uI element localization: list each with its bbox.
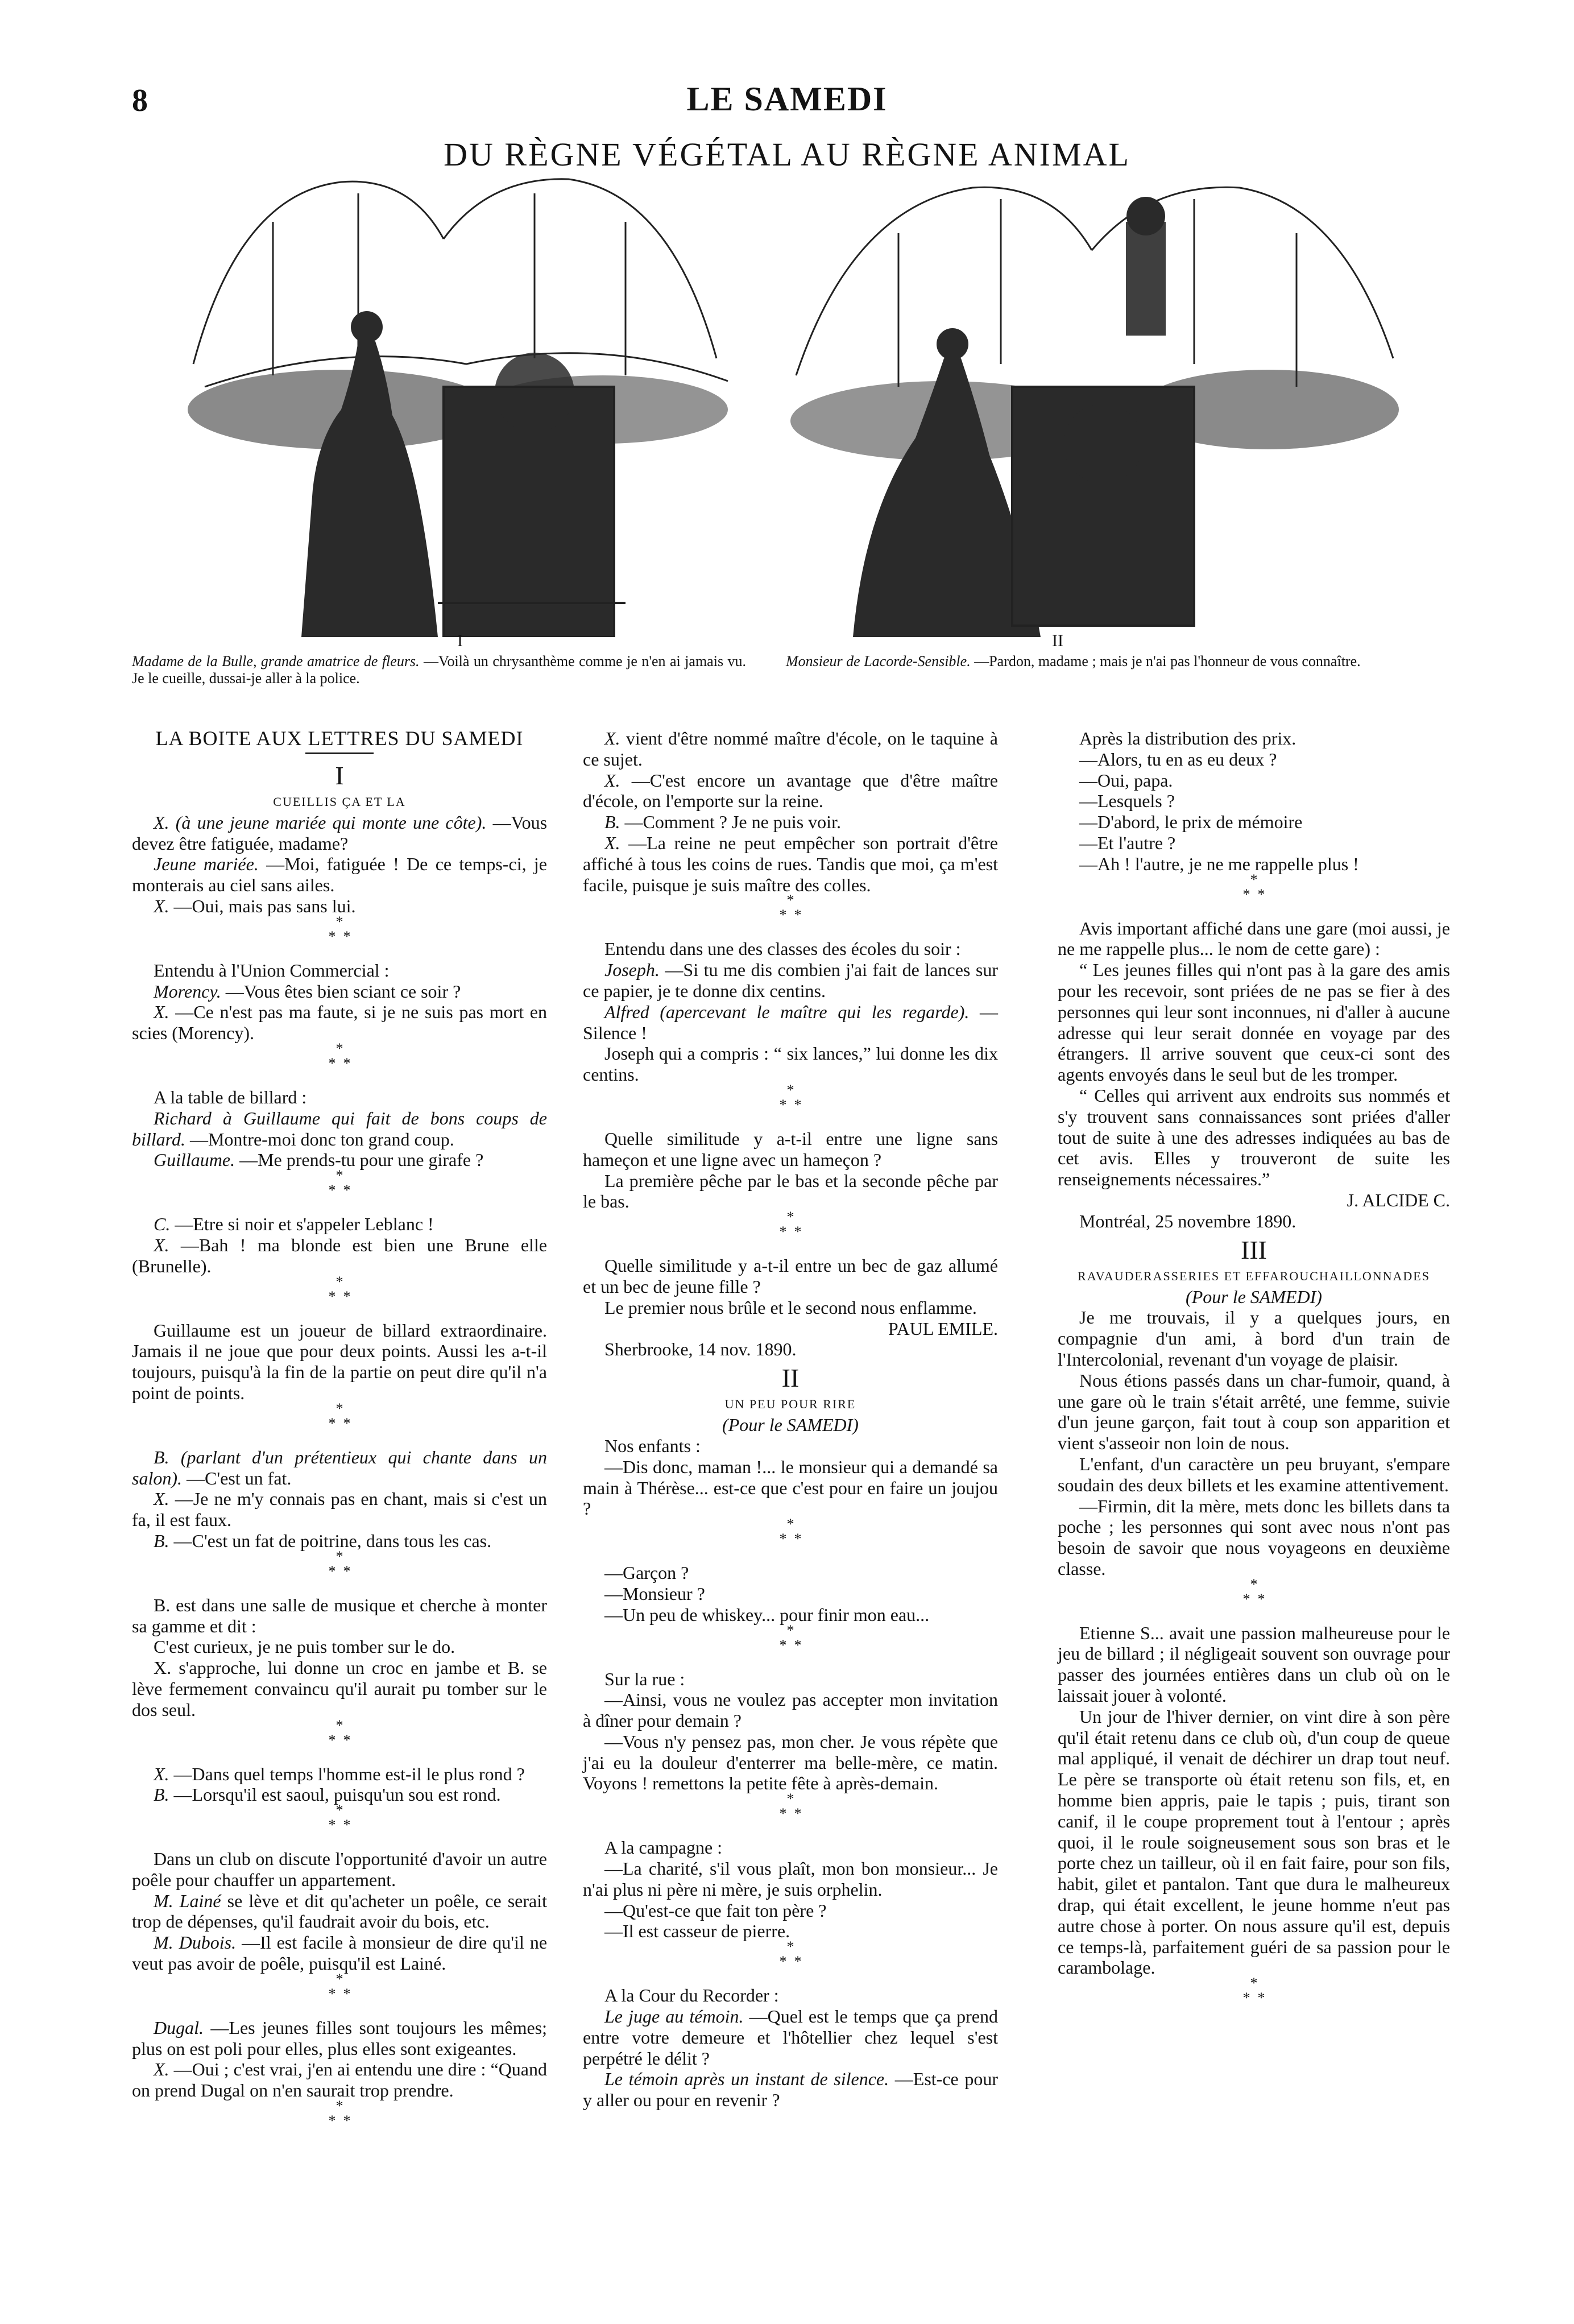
paragraph bbox=[132, 1002, 547, 1044]
paragraph-text: Dans un club on discute l'opportunité d'avoir un autre poêle pour chauffer un appartement. bbox=[132, 1849, 547, 1890]
paragraph-text: Avis important affiché dans une gare (moi aussi, je ne me rappelle plus... le nom de cette gare) : bbox=[1058, 917, 1450, 960]
paragraph-text: —Dis donc, maman !... le monsieur qui a demandé sa main à Thérèse... est-ce que c'est pour en faire un joujou ? bbox=[583, 1456, 998, 1519]
paragraph bbox=[1058, 812, 1450, 833]
subsection-title bbox=[583, 1394, 998, 1415]
illustration-2-numeral: II bbox=[1052, 631, 1063, 650]
paragraph-text: A la Cour du Recorder : bbox=[604, 1985, 779, 2006]
speaker-label: X. bbox=[154, 1488, 169, 1510]
paragraph-text: I bbox=[335, 760, 344, 790]
paragraph bbox=[583, 728, 998, 770]
illustration-1-speaker: Madame de la Bulle, grande amatrice de fleurs. bbox=[132, 653, 420, 669]
speaker-label: B. bbox=[154, 1784, 169, 1805]
asterism-separator: * * * bbox=[1242, 1575, 1265, 1607]
asterism-separator: * * * bbox=[779, 1209, 802, 1240]
paragraph-text: —Moi, fatiguée ! De ce temps-ci, je monterais au ciel sans ailes. bbox=[132, 854, 548, 896]
speaker-label: X. bbox=[604, 728, 620, 749]
asterism-separator: * * * bbox=[328, 1548, 351, 1579]
asterism-separator: * * * bbox=[328, 1970, 351, 2002]
paragraph bbox=[132, 1595, 547, 1637]
paragraph bbox=[583, 1837, 998, 1858]
paragraph-text: Entendu dans une des classes des écoles du soir : bbox=[604, 938, 961, 960]
column-3 bbox=[1058, 728, 1450, 2021]
paragraph-text: —Me prends-tu pour une girafe ? bbox=[239, 1149, 484, 1171]
speaker-label: Le juge au témoin. bbox=[604, 2006, 744, 2027]
speaker-label: X. bbox=[154, 1763, 169, 1784]
paragraph-text: —Alors, tu en as eu deux ? bbox=[1079, 749, 1277, 770]
paragraph-text: Nos enfants : bbox=[604, 1435, 701, 1456]
paragraph bbox=[583, 1900, 998, 1921]
paragraph-text: se lève et dit qu'acheter un poêle, ce serait trop de dépenses, qu'il faudrait avoir du bois, etc. bbox=[132, 1890, 548, 1932]
paragraph bbox=[583, 1297, 998, 1318]
paragraph-text: Joseph qui a compris : “ six lances,” lui donne les dix centins. bbox=[583, 1043, 998, 1085]
paragraph bbox=[583, 1043, 998, 1085]
asterism-separator: * * * bbox=[779, 1516, 802, 1548]
paragraph-text: —C'est un fat. bbox=[187, 1467, 292, 1488]
section-numeral bbox=[583, 1362, 998, 1394]
paragraph-text: Etienne S... avait une passion malheureuse pour le jeu de billard ; il négligeait souvent son ouvrage pour passer des journées entières dans un club où on le laissait jouer à volonté. bbox=[1058, 1622, 1450, 1706]
speaker-label: X. bbox=[154, 2059, 169, 2080]
asterism-separator: * * * bbox=[328, 1040, 351, 1072]
masthead: LE SAMEDI bbox=[686, 80, 888, 118]
paragraph bbox=[132, 1488, 547, 1531]
paragraph bbox=[583, 2069, 998, 2111]
asterism-separator: * * * bbox=[328, 1167, 351, 1199]
paragraph-text: —Les jeunes filles sont toujours les mêmes; plus on est poli pour elles, plus elles sont exigeantes. bbox=[132, 2017, 548, 2059]
asterism-separator: * * * bbox=[779, 892, 802, 924]
illustration-2-caption bbox=[786, 653, 1445, 670]
speaker-label: (Pour le SAMEDI) bbox=[1186, 1286, 1322, 1307]
paragraph-text: —La charité, s'il vous plaît, mon bon monsieur... Je n'ai plus ni père ni mère, je suis orphelin. bbox=[583, 1858, 998, 1900]
paragraph-text: —D'abord, le prix de mémoire bbox=[1079, 812, 1303, 833]
paragraph bbox=[1058, 1496, 1450, 1579]
paragraph-text: —Et l'autre ? bbox=[1079, 832, 1176, 853]
speaker-label: X. bbox=[604, 832, 620, 853]
speaker-label: X. bbox=[154, 1234, 169, 1255]
illustration-2-speaker: Monsieur de Lacorde-Sensible. bbox=[786, 653, 971, 669]
paragraph bbox=[1058, 1211, 1450, 1232]
speaker-label: Le témoin après un instant de silence. bbox=[604, 2069, 889, 2090]
paragraph bbox=[132, 854, 547, 896]
speaker-label: Richard à Guillaume qui fait de bons coups de billard. bbox=[132, 1107, 547, 1149]
paragraph bbox=[583, 1583, 998, 1605]
paragraph bbox=[1058, 918, 1450, 960]
paragraph bbox=[1058, 791, 1450, 812]
paragraph-text: —Oui ; c'est vrai, j'en ai entendu une dire : “Quand on prend Dugal on n'en saurait trop prendre. bbox=[132, 2059, 547, 2101]
illustration-1-caption bbox=[132, 653, 746, 687]
paragraph-text: Montréal, 25 novembre 1890. bbox=[1079, 1210, 1297, 1231]
column-1 bbox=[132, 728, 547, 2144]
paragraph-text: —Monsieur ? bbox=[604, 1583, 705, 1604]
paragraph bbox=[1058, 749, 1450, 770]
paragraph-text: Après la distribution des prix. bbox=[1079, 728, 1297, 749]
paragraph-text: L'enfant, d'un caractère un peu bruyant, s'empare soudain des deux billets et les examine attentivement. bbox=[1058, 1453, 1450, 1495]
paragraph bbox=[1058, 1454, 1450, 1496]
paragraph-text: —C'est un fat de poitrine, dans tous les cas. bbox=[173, 1530, 492, 1551]
paragraph bbox=[583, 833, 998, 895]
paragraph bbox=[583, 2006, 998, 2069]
illustration-1-text: —Voilà un chrysanthème comme je n'en ai jamais vu. Je le cueille, dussai-je aller à la police. bbox=[132, 653, 747, 687]
paragraph-text: B. est dans une salle de musique et cherche à monter sa gamme et dit : bbox=[132, 1594, 547, 1636]
paragraph-text: Un jour de l'hiver dernier, on vint dire à son père qu'il était retenu dans ce club où, d'un coup de queue mal appliqué, il venait de déchirer un drap tout neuf. Le père se transporte où était retenu son fils, et, en homme bien appris, paie le tapis ; puis, tirant son canif, il le coupe proprement tout à l'entour ; après quoi, il le roule soigneusement sous son bras et le porte chez un tailleur, où il en fait faire, pour son fils, habit, gilet et pantalon. Tant que dura le malheureux drap, qui était excellent, le jeune homme n'eut pas autre chose à porter. On nous assure qu'il est, depuis ce temps-là, parfaitement guéri de sa passion pour le carambolage. bbox=[1058, 1706, 1450, 1978]
illustration-1 bbox=[171, 171, 745, 637]
paragraph-text: Quelle similitude y a-t-il entre une ligne sans hameçon et une ligne avec un hameçon ? bbox=[583, 1128, 998, 1170]
paragraph bbox=[583, 1858, 998, 1900]
paragraph bbox=[1058, 1370, 1450, 1454]
asterism-separator: * * * bbox=[328, 1273, 351, 1305]
paragraph-text: —Je ne m'y connais pas en chant, mais si c'est un fa, il est faux. bbox=[132, 1488, 548, 1531]
paragraph-text: UN PEU POUR RIRE bbox=[724, 1397, 856, 1412]
paragraph-text: —Un peu de whiskey... pour finir mon eau... bbox=[604, 1604, 930, 1625]
illustration-2-text: —Pardon, madame ; mais je n'ai pas l'honneur de vous connaître. bbox=[974, 653, 1361, 669]
asterism-separator: * * * bbox=[779, 1790, 802, 1822]
speaker-label: X. bbox=[154, 1002, 169, 1023]
paragraph bbox=[132, 2017, 547, 2060]
column-2 bbox=[583, 728, 998, 2111]
speaker-label: X. bbox=[154, 895, 169, 916]
paragraph bbox=[583, 1255, 998, 1297]
paragraph-text: —Oui, papa. bbox=[1079, 770, 1173, 791]
paragraph bbox=[1058, 960, 1450, 1085]
paragraph bbox=[132, 1087, 547, 1108]
paragraph bbox=[583, 1457, 998, 1519]
paragraph bbox=[583, 1171, 998, 1213]
paragraph bbox=[132, 960, 547, 981]
section-numeral bbox=[132, 760, 547, 792]
paragraph-text: —Bah ! ma blonde est bien une Brune elle (Brunelle). bbox=[132, 1234, 548, 1276]
paragraph bbox=[132, 981, 547, 1002]
paragraph-text: —Lesquels ? bbox=[1079, 791, 1175, 812]
paragraph-text: —Vous êtes bien sciant ce soir ? bbox=[225, 981, 461, 1002]
paragraph bbox=[132, 1657, 547, 1720]
page-number: 8 bbox=[132, 83, 148, 118]
asterism-separator: * * * bbox=[328, 1717, 351, 1748]
paragraph-text: —Quel est le temps que ça prend entre votre demeure et l'hôtellier chez lequel s'est perpétré le délit ? bbox=[583, 2006, 999, 2069]
paragraph bbox=[132, 812, 547, 854]
paragraph-text: —Etre si noir et s'appeler Leblanc ! bbox=[175, 1214, 434, 1235]
asterism-separator: * * * bbox=[779, 1938, 802, 1970]
paragraph-text: J. ALCIDE C. bbox=[1347, 1189, 1450, 1210]
speaker-label: Jeune mariée. bbox=[154, 854, 259, 875]
paragraph-text: —Vous devez être fatiguée, madame? bbox=[132, 812, 548, 854]
paragraph-text: III bbox=[1241, 1235, 1267, 1264]
paragraph-text: Nous étions passés dans un char-fumoir, quand, à une gare où le train s'était arrêté, une femme, suivie d'un jeune garçon, fait tout à coup son apparition et vient s'asseoir non loin de nous. bbox=[1058, 1370, 1450, 1454]
paragraph-text: C'est curieux, je ne puis tomber sur le do. bbox=[154, 1636, 455, 1657]
asterism-separator: * * * bbox=[779, 1081, 802, 1113]
paragraph bbox=[583, 1339, 998, 1360]
speaker-label: Guillaume. bbox=[154, 1149, 235, 1171]
paragraph bbox=[1058, 1085, 1450, 1190]
paragraph bbox=[1058, 770, 1450, 791]
speaker-label: B. bbox=[604, 812, 620, 833]
signature bbox=[583, 1318, 998, 1339]
paragraph bbox=[583, 1562, 998, 1583]
asterism-separator: * * * bbox=[328, 1802, 351, 1834]
section-numeral bbox=[1058, 1234, 1450, 1266]
paragraph bbox=[1058, 1623, 1450, 1706]
paragraph-text: —Ce n'est pas ma faute, si je ne suis pas mort en scies (Morency). bbox=[132, 1002, 548, 1044]
paragraph-text: Guillaume est un joueur de billard extraordinaire. Jamais il ne joue que pour deux points. Aussi les a-t-il toujours, puisqu'à la fin de la partie on peut dire qu'il n'a point de points. bbox=[132, 1320, 547, 1403]
paragraph-text: —Silence ! bbox=[583, 1001, 999, 1043]
paragraph-text: Entendu à l'Union Commercial : bbox=[154, 960, 390, 981]
asterism-separator: * * * bbox=[1242, 871, 1265, 903]
paragraph-text: PAUL EMILE. bbox=[888, 1318, 998, 1339]
paragraph-text: —La reine ne peut empêcher son portrait d'être affiché à tous les coins de rues. Tandis que moi, ça m'est facile, puisque je suis maître des colles. bbox=[583, 832, 999, 895]
paragraph bbox=[583, 938, 998, 960]
paragraph-text: —Dans quel temps l'homme est-il le plus rond ? bbox=[173, 1763, 525, 1784]
speaker-label: Morency. bbox=[154, 981, 221, 1002]
headline: DU RÈGNE VÉGÉTAL AU RÈGNE ANIMAL bbox=[444, 136, 1130, 173]
paragraph-text: —C'est encore un avantage que d'être maître d'école, on l'emporte sur la reine. bbox=[583, 770, 999, 812]
asterism-separator: * * * bbox=[328, 2098, 351, 2129]
illustration-1-numeral: I bbox=[457, 631, 463, 650]
paragraph bbox=[132, 1235, 547, 1277]
paragraph bbox=[583, 960, 998, 1002]
paragraph-text: —Il est casseur de pierre. bbox=[604, 1921, 790, 1942]
speaker-label: B. bbox=[154, 1530, 169, 1551]
paragraph bbox=[583, 1669, 998, 1690]
illustration-2 bbox=[785, 171, 1410, 637]
paragraph-text: X. s'approche, lui donne un croc en jambe et B. se lève fermement convaincu qu'il aurait pu tomber sur le dos seul. bbox=[132, 1657, 547, 1720]
paragraph bbox=[132, 1932, 547, 1974]
paragraph-text: Sur la rue : bbox=[604, 1668, 685, 1689]
paragraph-text: Quelle similitude y a-t-il entre un bec de gaz allumé et un bec de jeune fille ? bbox=[583, 1255, 998, 1297]
speaker-label: Joseph. bbox=[604, 960, 660, 981]
paragraph bbox=[583, 1689, 998, 1731]
paragraph-text: —Est-ce pour y aller ou pour en revenir ? bbox=[583, 2069, 999, 2111]
paragraph bbox=[132, 1764, 547, 1785]
paragraph bbox=[583, 1436, 998, 1457]
paragraph-text: —Si tu me dis combien j'ai fait de lances sur ce papier, je te donne dix centins. bbox=[583, 960, 999, 1001]
paragraph bbox=[1058, 1307, 1450, 1370]
paragraph-text: —Il est facile à monsieur de dire qu'il ne veut pas avoir de poêle, puisqu'il est Lainé. bbox=[132, 1932, 548, 1974]
speaker-label: M. Dubois. bbox=[154, 1932, 237, 1953]
speaker-label: (Pour le SAMEDI) bbox=[722, 1415, 859, 1436]
asterism-separator: * * * bbox=[328, 913, 351, 945]
paragraph-text: —Ah ! l'autre, je ne me rappelle plus ! bbox=[1079, 853, 1359, 874]
paragraph-text: “ Les jeunes filles qui n'ont pas à la gare des amis pour les recevoir, sont priées de ne pas se fier à des personnes qui leur sont inconnues, ni d'aller à aucune adresse qui leur serait donnée en voyage par des étrangers. Il arrive souvent que ceux-ci sont des agents envoyés dans le seul but de les tromper. bbox=[1058, 960, 1450, 1085]
speaker-label: Dugal. bbox=[154, 2017, 204, 2038]
speaker-label: Alfred (apercevant le maître qui les regarde). bbox=[604, 1001, 970, 1022]
section-rule bbox=[305, 752, 374, 754]
paragraph bbox=[132, 1214, 547, 1235]
paragraph bbox=[132, 1636, 547, 1657]
paragraph bbox=[132, 1447, 547, 1489]
paragraph-text: II bbox=[781, 1363, 800, 1393]
paragraph bbox=[1058, 833, 1450, 854]
paragraph-text: La première pêche par le bas et la seconde pêche par le bas. bbox=[583, 1170, 998, 1212]
paragraph-text: Sherbrooke, 14 nov. 1890. bbox=[604, 1339, 797, 1360]
paragraph bbox=[132, 1320, 547, 1404]
illustration-2-drawing bbox=[785, 171, 1410, 637]
subsection-title bbox=[1058, 1266, 1450, 1287]
paragraph-text: A la table de billard : bbox=[154, 1086, 307, 1107]
paragraph bbox=[583, 1002, 998, 1044]
asterism-separator: * * * bbox=[779, 1622, 802, 1653]
paragraph-text: Le premier nous brûle et le second nous enflamme. bbox=[604, 1297, 977, 1318]
paragraph-text: —Vous n'y pensez pas, mon cher. Je vous répète que j'ai eu la douleur d'enterrer ma belle-mère, ce matin. Voyons ! remettons la petite fête à après-demain. bbox=[583, 1731, 998, 1794]
paragraph bbox=[583, 1731, 998, 1794]
paragraph bbox=[1058, 1706, 1450, 1978]
paragraph bbox=[132, 2059, 547, 2101]
paragraph bbox=[583, 812, 998, 833]
paragraph-text: —Qu'est-ce que fait ton père ? bbox=[604, 1900, 827, 1921]
paragraph-text: A la campagne : bbox=[604, 1837, 723, 1858]
paragraph-text: —Firmin, dit la mère, mets donc les billets dans ta poche ; les personnes qui sont avec nous n'ont pas besoin de savoir que nous voyageons en deuxième classe. bbox=[1058, 1495, 1450, 1579]
subsection-title bbox=[132, 792, 547, 812]
paragraph bbox=[132, 1849, 547, 1891]
paragraph bbox=[583, 1985, 998, 2006]
paragraph-text: —Lorsqu'il est saoul, puisqu'un sou est rond. bbox=[173, 1784, 501, 1805]
paragraph-text: CUEILLIS ÇA ET LA bbox=[273, 794, 406, 809]
speaker-label: X. bbox=[604, 770, 620, 791]
paragraph bbox=[583, 1128, 998, 1171]
paragraph-text: —Comment ? Je ne puis voir. bbox=[624, 812, 841, 833]
paragraph-text: —Oui, mais pas sans lui. bbox=[173, 895, 356, 916]
paragraph-text: —Ainsi, vous ne voulez pas accepter mon invitation à dîner pour demain ? bbox=[583, 1689, 998, 1731]
paragraph bbox=[1058, 728, 1450, 749]
section-heading bbox=[132, 728, 547, 749]
paragraph-text: —Montre-moi donc ton grand coup. bbox=[189, 1128, 454, 1149]
illustration-1-drawing bbox=[171, 171, 745, 637]
paragraph-text: “ Celles qui arrivent aux endroits sus nommés et s'y trouvent sans connaissances sont priées d'aller tout de suite à une des adresses indiquées au bas de cet avis. Elles y trouveront de suite les renseignements nécessaires.” bbox=[1058, 1085, 1450, 1190]
asterism-separator: * * * bbox=[1242, 1975, 1265, 2007]
signature bbox=[1058, 1190, 1450, 1211]
speaker-label: X. (à une jeune mariée qui monte une côte). bbox=[154, 812, 487, 833]
paragraph bbox=[132, 1108, 547, 1150]
paragraph-text: Je me trouvais, il y a quelques jours, en compagnie d'un ami, à bord d'un train de l'Intercolonial, revenant d'un voyage de plaisir. bbox=[1058, 1307, 1450, 1370]
paragraph-text: —Garçon ? bbox=[604, 1562, 689, 1583]
paragraph-text: RAVAUDERASSERIES ET EFFAROUCHAILLONNADES bbox=[1078, 1268, 1430, 1283]
paragraph-text: LA BOITE AUX LETTRES DU SAMEDI bbox=[155, 727, 524, 750]
byline bbox=[583, 1415, 998, 1436]
paragraph-text: vient d'être nommé maître d'école, on le taquine à ce sujet. bbox=[583, 728, 999, 770]
paragraph bbox=[132, 1891, 547, 1933]
byline bbox=[1058, 1287, 1450, 1308]
speaker-label: B. (parlant d'un prétentieux qui chante dans un salon). bbox=[132, 1446, 547, 1488]
asterism-separator: * * * bbox=[328, 1400, 351, 1432]
speaker-label: C. bbox=[154, 1214, 171, 1235]
speaker-label: M. Lainé bbox=[154, 1890, 221, 1911]
paragraph bbox=[583, 770, 998, 812]
